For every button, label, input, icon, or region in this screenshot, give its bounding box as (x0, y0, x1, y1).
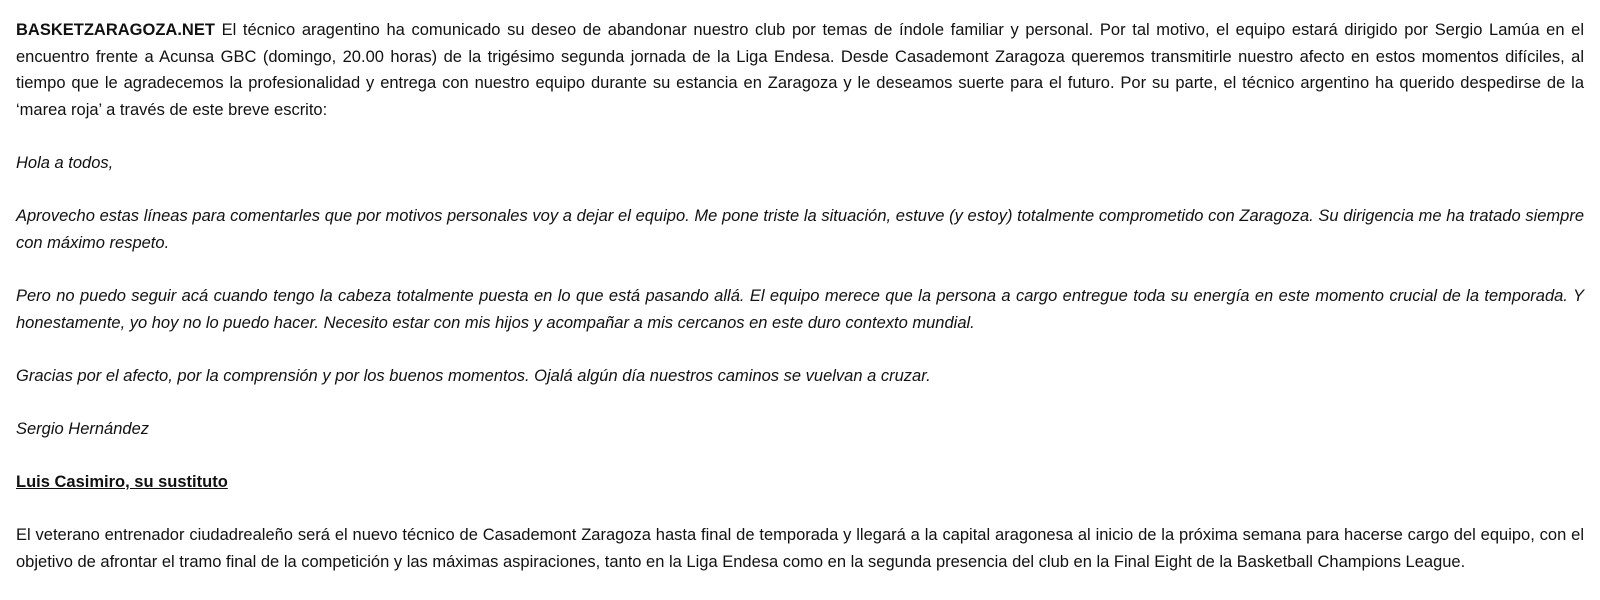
letter-signature: Sergio Hernández (16, 419, 149, 438)
letter-paragraph-3: Gracias por el afecto, por la comprensión y por los buenos momentos. Ojalá algún día nuestros caminos se vuelvan a cruzar. (16, 366, 931, 385)
letter-paragraph-2: Pero no puedo seguir acá cuando tengo la cabeza totalmente puesta en lo que está pasando allá. El equipo merece que la persona a cargo entregue toda su energía en este momento crucial de la temporada. Y honestamente, yo hoy no lo puedo hacer. Necesito estar con mis hijos y acompañar a mis cercanos en este duro contexto mundial. (16, 286, 1584, 332)
letter-paragraph-1: Aprovecho estas líneas para comentarles que por motivos personales voy a dejar el equipo. Me pone triste la situación, estuve (y estoy) totalmente comprometido con Zaragoza. Su dirigencia me ha tratado siempre con máximo respeto. (16, 207, 1584, 252)
section-heading: Luis Casimiro, su sustituto (16, 473, 228, 492)
section-paragraph: El veterano entrenador ciudadrealeño será el nuevo técnico de Casademont Zaragoza hasta final de temporada y llegará a la capital aragonesa al inicio de la próxima semana para hacerse cargo del equipo, con el objetivo de afrontar el tramo final de la competición y las máximas aspiraciones, tanto en la Liga Endesa como en la segunda presencia del club en la Final Eight de la Basketball Champions League. (16, 526, 1584, 571)
intro-paragraph (16, 17, 1584, 123)
intro-text: El técnico aragentino ha comunicado su deseo de abandonar nuestro club por temas de índole familiar y personal. Por tal motivo, el equipo estará dirigido por Sergio Lamúa en el encuentro frente a Acunsa GBC (domingo, 20.00 horas) de la trigésimo segunda jornada de la Liga Endesa. Desde Casademont Zaragoza queremos transmitirle nuestro afecto en estos momentos difíciles, al tiempo que le agradecemos la profesionalidad y entrega con nuestro equipo durante su estancia en Zaragoza y le deseamos suerte para el futuro. Por su parte, el técnico argentino ha querido despedirse de la ‘marea roja’ a través de este breve escrito: (16, 21, 1584, 119)
letter-greeting: Hola a todos, (16, 153, 114, 172)
source-label: BASKETZARAGOZA.NET (16, 21, 215, 39)
